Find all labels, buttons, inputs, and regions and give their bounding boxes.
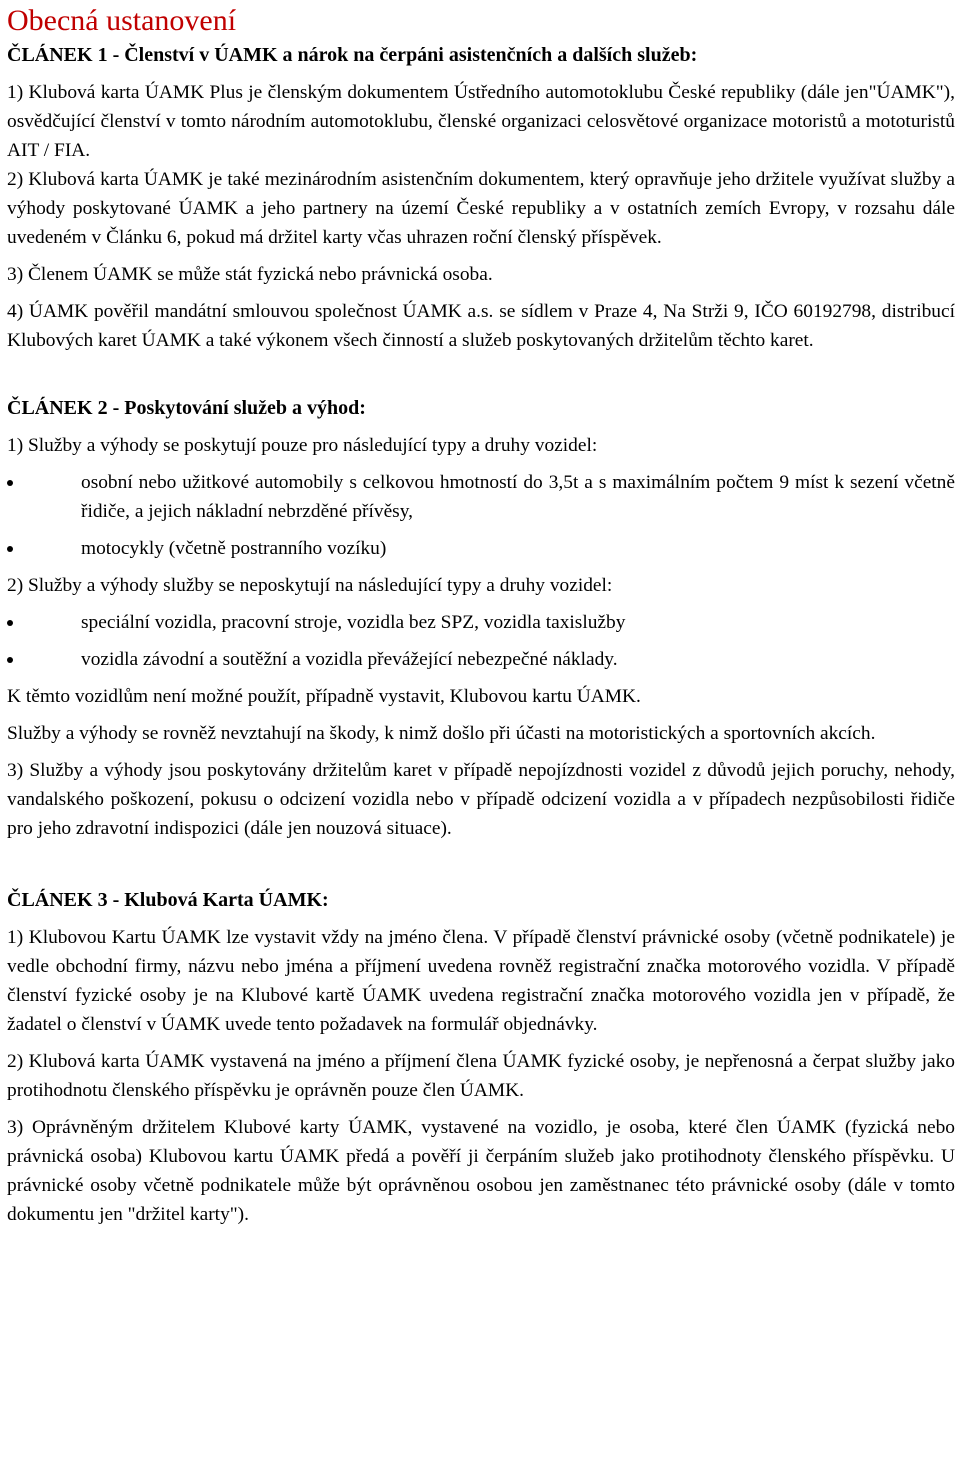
article-3-paragraph-2: 2) Klubová karta ÚAMK vystavená na jméno a příjmení člena ÚAMK fyzické osoby, je nepřenosná a čerpat služby jako protihodnotu členského příspěvku je oprávněn pouze člen ÚAMK.	[7, 1051, 955, 1101]
article-2-paragraph-2: 2) Služby a výhody služby se neposkytují na následující typy a druhy vozidel:	[7, 575, 613, 596]
article-2-paragraph-1: 1) Služby a výhody se poskytují pouze pro následující typy a druhy vozidel:	[7, 435, 598, 456]
article-1-paragraph-4: 4) ÚAMK pověřil mandátní smlouvou společnost ÚAMK a.s. se sídlem v Praze 4, Na Strži 9, IČO 60192798, distribucí Klubových karet ÚAMK a také výkonem všech činností a služeb poskytovaných držitelům těchto karet.	[7, 301, 955, 351]
bullet-icon	[7, 657, 13, 663]
list-item	[7, 608, 955, 637]
article-2-paragraph-3: K těmto vozidlům není možné použít, případně vystavit, Klubovou kartu ÚAMK.	[7, 686, 641, 707]
article-2-paragraph-4: Služby a výhody se rovněž nevztahují na škody, k nimž došlo při účasti na motoristických a sportovních akcích.	[7, 723, 876, 744]
article-1-paragraph-3: 3) Členem ÚAMK se může stát fyzická nebo právnická osoba.	[7, 264, 493, 285]
article-2-paragraph-5: 3) Služby a výhody jsou poskytovány držitelům karet v případě nepojízdnosti vozidel z důvodů jejich poruchy, nehody, vandalského poškození, pokusu o odcizení vozidla nebo v případě odcizení vozidla a v případech nezpůsobilosti řidiče pro jeho zdravotní indispozici (dále jen nouzová situace).	[7, 760, 955, 839]
list-item-text: osobní nebo užitkové automobily s celkovou hmotností do 3,5t a s maximálním počtem 9 míst k sezení včetně řidiče, a jejich nákladní nebrzděné přívěsy,	[81, 472, 955, 522]
page-title: Obecná ustanovení	[7, 4, 237, 37]
article-3-heading: ČLÁNEK 3 - Klubová Karta ÚAMK:	[7, 889, 329, 911]
article-1-paragraph-1: 1) Klubová karta ÚAMK Plus je členským dokumentem Ústředního automotoklubu České republiky (dále jen"ÚAMK"), osvědčující členství v tomto národním automotoklubu, členské organizaci celosvětové organizace motoristů a mototuristů AIT / FIA.	[7, 82, 955, 161]
article-3-paragraph-3: 3) Oprávněným držitelem Klubové karty ÚAMK, vystavené na vozidlo, je osoba, které člen ÚAMK (fyzická nebo právnická osoba) Klubovou kartu ÚAMK předá a pověří ji čerpáním služeb jako protihodnoty členského příspěvku. U právnické osoby včetně podnikatele může být oprávněnou osobou jen zaměstnanec této právnické osoby (dále v tomto dokumentu jen "držitel karty").	[7, 1117, 955, 1225]
list-item-text: motocykly (včetně postranního vozíku)	[81, 538, 387, 559]
bullet-icon	[7, 480, 13, 486]
list-item	[7, 468, 955, 526]
list-item	[7, 645, 955, 674]
list-item-text: speciální vozidla, pracovní stroje, vozidla bez SPZ, vozidla taxislužby	[81, 612, 626, 633]
list-item-text: vozidla závodní a soutěžní a vozidla převážející nebezpečné náklady.	[81, 649, 618, 670]
allowed-vehicles-list	[7, 468, 955, 563]
article-2	[7, 393, 955, 843]
article-3-paragraph-1: 1) Klubovou Kartu ÚAMK lze vystavit vždy na jméno člena. V případě členství právnické osoby (včetně podnikatele) je vedle obchodní firmy, názvu nebo jména a příjmení uvedena rovněž registrační značka motorového vozidla. V případě členství fyzické osoby je na Klubové kartě ÚAMK uvedena registrační značka motorového vozidla jen v případě, že žadatel o členství v ÚAMK uvede tento požadavek na formulář objednávky.	[7, 927, 955, 1035]
section-spacer	[7, 843, 955, 885]
list-item	[7, 534, 955, 563]
section-spacer	[7, 355, 955, 393]
article-2-heading: ČLÁNEK 2 - Poskytování služeb a výhod:	[7, 397, 366, 419]
excluded-vehicles-list	[7, 608, 955, 674]
article-3	[7, 885, 955, 1229]
bullet-icon	[7, 546, 13, 552]
article-1	[7, 40, 955, 355]
article-1-paragraph-2: 2) Klubová karta ÚAMK je také mezinárodním asistenčním dokumentem, který opravňuje jeho držitele využívat služby a výhody poskytované ÚAMK a jeho partnery na území České republiky a v ostatních zemích Evropy, v rozsahu dále uvedeném v Článku 6, pokud má držitel karty včas uhrazen roční členský příspěvek.	[7, 169, 955, 248]
article-1-heading: ČLÁNEK 1 - Členství v ÚAMK a nárok na čerpáni asistenčních a dalších služeb:	[7, 44, 698, 66]
bullet-icon	[7, 620, 13, 626]
